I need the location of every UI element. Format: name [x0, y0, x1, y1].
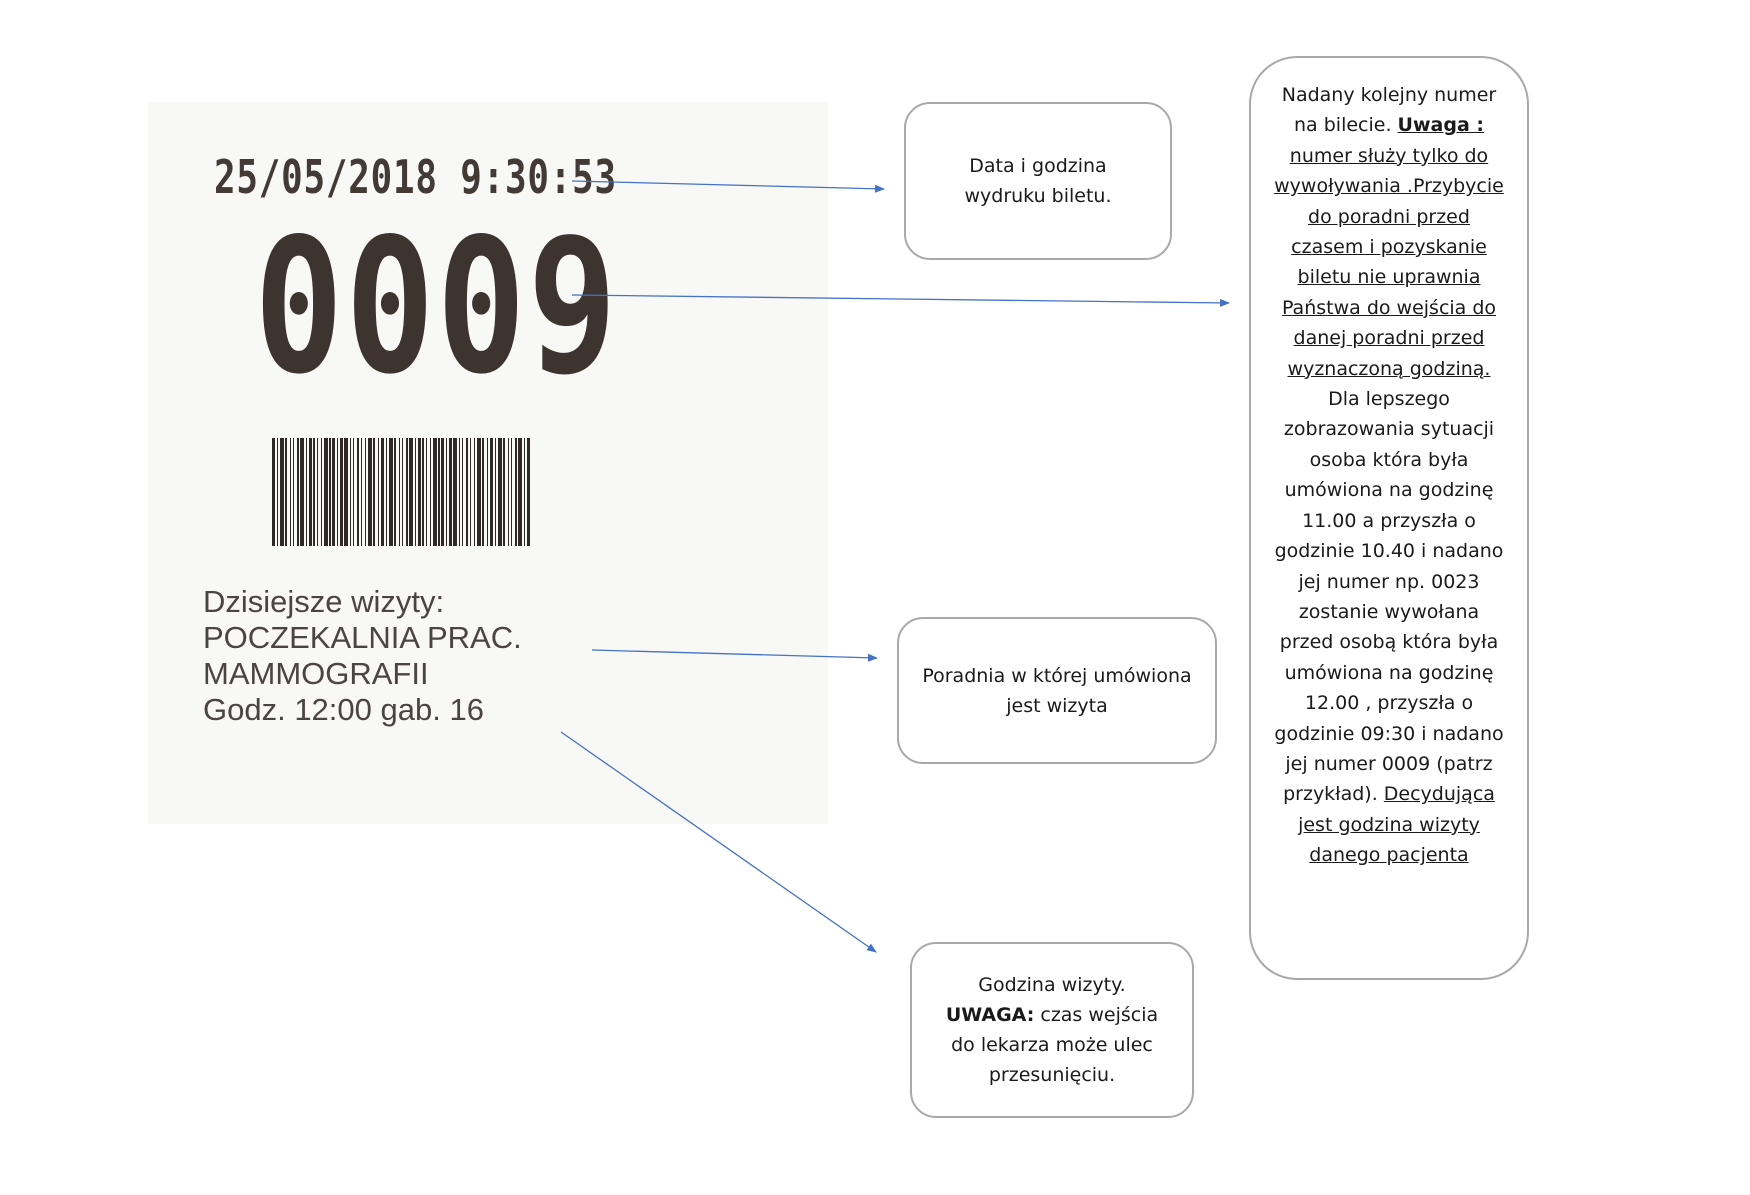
- callout-text: Nadany kolejny numer na bilecie.: [1281, 84, 1497, 137]
- callout-text: czas wejścia: [1034, 1004, 1159, 1026]
- arrow-visit-hour: [561, 732, 876, 952]
- arrow-clinic: [592, 650, 877, 658]
- callout-text: jest wizyta: [1006, 694, 1108, 717]
- arrow-ticket-number: [572, 295, 1229, 303]
- arrow-datetime: [572, 181, 884, 189]
- ticket-info-line: MAMMOGRAFII: [203, 656, 429, 691]
- ticket-info-line: Dzisiejsze wizyty:: [203, 584, 445, 619]
- callout-text: wydruku biletu.: [964, 185, 1112, 207]
- callout-warning-label: Uwaga :: [1397, 114, 1484, 137]
- ticket-info-line: Godz. 12:00 gab. 16: [203, 692, 484, 727]
- callout-text: Godzina wizyty.: [978, 974, 1126, 996]
- callout-text: Data i godzina: [969, 155, 1107, 177]
- callout-conclusion-text: Decydująca jest godzina wizyty danego pacjenta: [1298, 783, 1495, 867]
- ticket-info-line: POCZEKALNIA PRAC.: [203, 620, 522, 655]
- callout-warning-text: numer służy tylko do wywoływania .Przybycie do poradni przed czasem i pozyskanie biletu nie uprawnia Państwa do wejścia do danej poradni przed wyznaczoną godziną.: [1274, 144, 1504, 380]
- callout-example-text: Dla lepszego zobrazowania sytuacji osoba która była umówiona na godzinę 11.00 a przyszła o godzinie 10.40 i nadano jej numer np. 0023 zostanie wywołana przed osobą która była umówiona na godzinę 12.00 , przyszła o godzinie 09:30 i nadano jej numer 0009 (patrz przykład).: [1274, 388, 1504, 806]
- callout-text: przesunięciu.: [988, 1064, 1116, 1086]
- callout-warning-label: UWAGA:: [945, 1004, 1035, 1026]
- ticket-number: 0009: [254, 198, 619, 415]
- ticket-datetime: 25/05/2018 9:30:53: [214, 150, 617, 204]
- callout-text: do lekarza może ulec: [951, 1034, 1153, 1056]
- callout-text: Poradnia w której umówiona: [922, 664, 1192, 687]
